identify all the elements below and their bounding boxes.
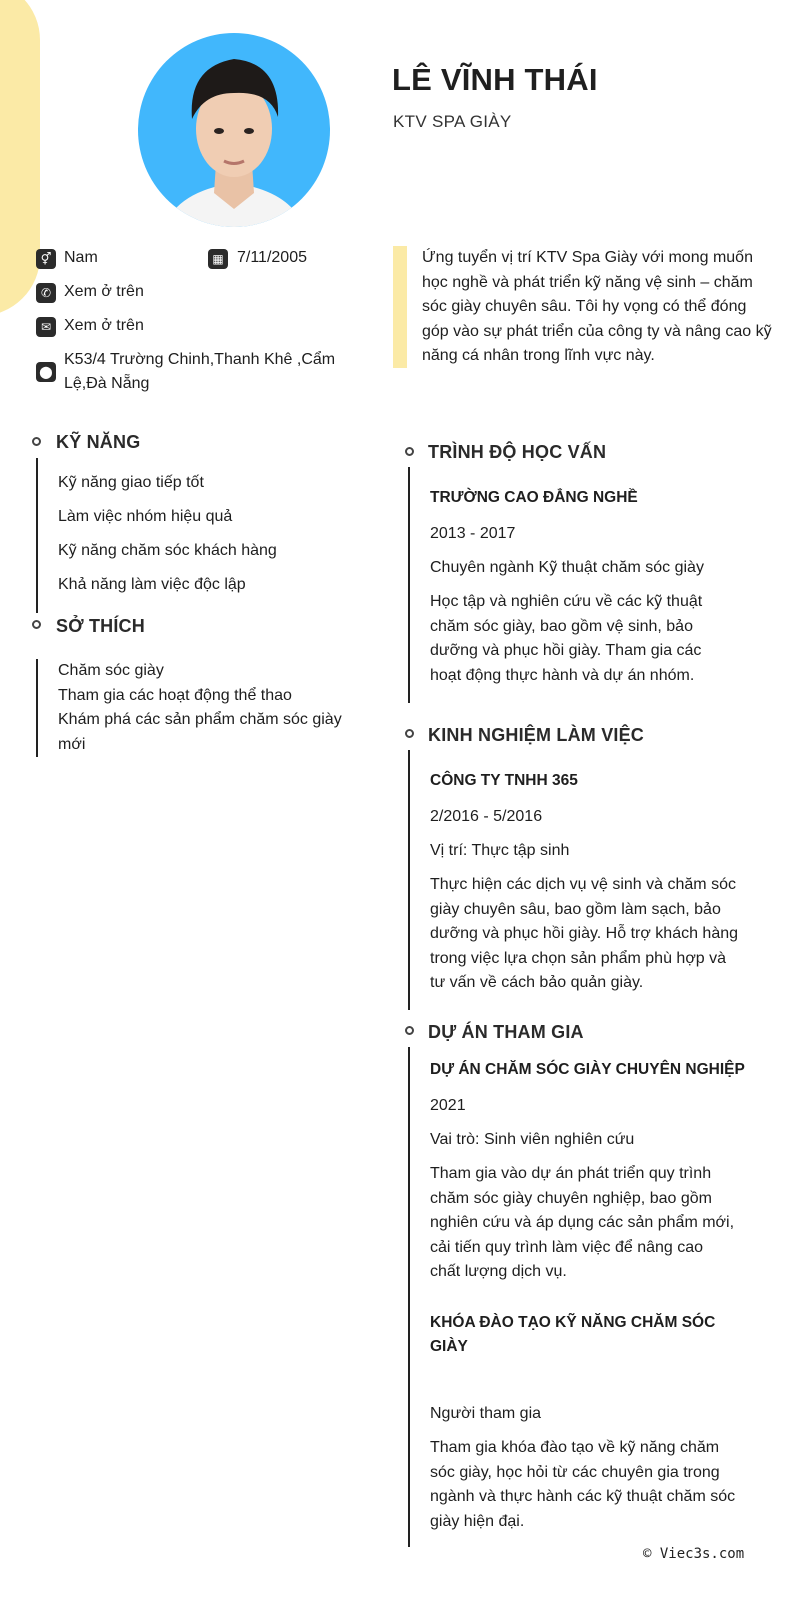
email-icon: ✉ (36, 317, 56, 337)
school-name: TRƯỜNG CAO ĐẲNG NGHỀ (430, 489, 638, 506)
career-objective: Ứng tuyển vị trí KTV Spa Giày với mong muốn học nghề và phát triển kỹ năng vệ sinh – chăm sóc giày chuyên sâu. Tôi hy vọng có thể đóng góp vào sự phát triển của công ty và nâng cao kỹ năng cá nhân trong lĩnh vực này. (422, 249, 772, 364)
section-marker (32, 620, 41, 629)
objective-accent-bar (393, 246, 407, 368)
project-description: Tham gia khóa đào tạo về kỹ năng chăm sóc giày, học hỏi từ các chuyên gia trong ngành và thực hành các kỹ thuật chăm sóc giày hiện đại. (430, 1439, 736, 1530)
experience-line (408, 750, 410, 1010)
project-role: Người tham gia (430, 1405, 542, 1422)
calendar-icon: ▦ (208, 249, 228, 269)
location-pin-icon: ⬤ (36, 362, 56, 382)
hobbies-line (36, 659, 38, 757)
experience-title: KINH NGHIỆM LÀM VIỆC (428, 725, 645, 745)
skills-line (36, 458, 38, 613)
hobbies-title: SỞ THÍCH (56, 616, 145, 636)
education-description: Học tập và nghiên cứu về các kỹ thuật chăm sóc giày, bao gồm vệ sinh, bảo dưỡng và phục hồi giày. Tham gia các hoạt động thực hành và dự án nhóm. (430, 593, 703, 684)
skill-item: Khả năng làm việc độc lập (58, 576, 246, 593)
job-title: KTV SPA GIÀY (393, 112, 512, 131)
education-period: 2013 - 2017 (430, 525, 516, 542)
projects-title: DỰ ÁN THAM GIA (428, 1022, 584, 1042)
experience-position: Vị trí: Thực tập sinh (430, 842, 570, 859)
skill-item: Kỹ năng giao tiếp tốt (58, 474, 204, 491)
hobbies-text: Chăm sóc giày Tham gia các hoạt động thể thao Khám phá các sản phẩm chăm sóc giày mới (58, 662, 342, 753)
project-name: KHÓA ĐÀO TẠO KỸ NĂNG CHĂM SÓC GIÀY (430, 1314, 716, 1355)
project-period: 2021 (430, 1097, 466, 1114)
projects-line (408, 1047, 410, 1547)
company-name: CÔNG TY TNHH 365 (430, 772, 578, 789)
candidate-name: LÊ VĨNH THÁI (392, 62, 598, 97)
avatar-photo (138, 33, 330, 227)
education-major: Chuyên ngành Kỹ thuật chăm sóc giày (430, 559, 704, 576)
birthday-value: 7/11/2005 (237, 249, 307, 266)
experience-description: Thực hiện các dịch vụ vệ sinh và chăm sóc giày chuyên sâu, bao gồm làm sạch, bảo dưỡng và phục hồi giày. Hỗ trợ khách hàng trong việc lựa chọn sản phẩm phù hợp và tư vấn về cách bảo quản giày. (430, 876, 739, 991)
project-name: DỰ ÁN CHĂM SÓC GIÀY CHUYÊN NGHIỆP (430, 1061, 745, 1078)
skill-item: Kỹ năng chăm sóc khách hàng (58, 542, 277, 559)
copyright-text: © Viec3s.com (643, 1546, 745, 1562)
gender-icon: ⚥ (36, 249, 56, 269)
section-marker (32, 437, 41, 446)
education-line (408, 467, 410, 703)
section-marker (405, 1026, 414, 1035)
gender-value: Nam (64, 249, 98, 266)
skills-title: KỸ NĂNG (56, 432, 141, 452)
experience-period: 2/2016 - 5/2016 (430, 808, 543, 825)
education-title: TRÌNH ĐỘ HỌC VẤN (428, 442, 607, 462)
section-marker (405, 729, 414, 738)
email-value: Xem ở trên (64, 317, 144, 334)
project-description: Tham gia vào dự án phát triển quy trình chăm sóc giày chuyên nghiệp, bao gồm nghiên cứu và áp dụng các sản phẩm mới, cải tiến quy trình làm việc để nâng cao chất lượng dịch vụ. (430, 1165, 735, 1280)
skill-item: Làm việc nhóm hiệu quả (58, 508, 233, 525)
phone-icon: ✆ (36, 283, 56, 303)
address-value: K53/4 Trường Chinh,Thanh Khê ,Cẩm Lệ,Đà Nẵng (64, 351, 336, 392)
phone-value: Xem ở trên (64, 283, 144, 300)
project-role: Vai trò: Sinh viên nghiên cứu (430, 1131, 635, 1148)
section-marker (405, 447, 414, 456)
avatar-illustration (138, 33, 330, 227)
decorative-shape (0, 0, 40, 316)
